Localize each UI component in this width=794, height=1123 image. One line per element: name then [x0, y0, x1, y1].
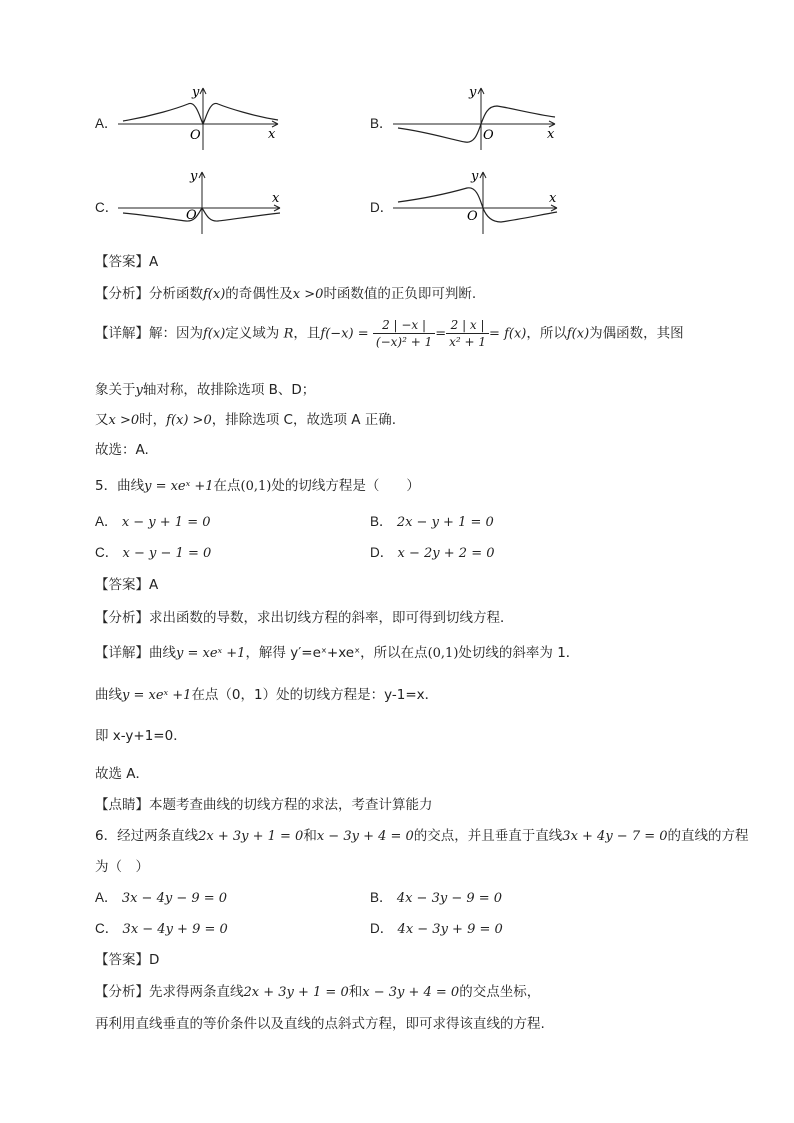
q6-option-b: [370, 886, 502, 906]
math: 3x + 4y − 7 = 0: [562, 829, 668, 844]
text: 的直线的方程: [667, 828, 749, 844]
option-letter: A．: [95, 514, 118, 529]
option-letter: A．: [95, 890, 118, 905]
q5-option-a: [95, 510, 211, 530]
math: f(x): [203, 287, 226, 302]
text: 的奇偶性及: [225, 286, 293, 302]
q5-detail-line3: 即 x-y+1=0．: [95, 728, 187, 744]
text: 曲线: [149, 645, 176, 661]
graph-c-plot: [118, 168, 288, 238]
option-text: 3x − 4y − 9 = 0: [121, 891, 228, 906]
numerator: 2 | x |: [446, 318, 489, 334]
option-letter: D．: [370, 200, 394, 215]
graph-a-plot: [118, 82, 288, 152]
q5-detail: [95, 641, 579, 661]
denominator: x² + 1: [449, 335, 487, 349]
option-text: 4x − 3y − 9 = 0: [396, 891, 503, 906]
q5-detail-line2: [95, 683, 438, 703]
origin-label: O: [190, 128, 201, 143]
q5-stem: [95, 474, 420, 494]
graph-d-plot: [393, 168, 563, 238]
text: 轴对称，故排除选项 B、D；: [142, 382, 316, 398]
q4-detail-line3: [95, 408, 396, 428]
y-axis-label: y: [469, 85, 477, 100]
q5-option-b: [370, 510, 494, 530]
option-letter: B．: [370, 890, 393, 905]
text: 先求得两条直线: [149, 984, 244, 1000]
answer-value: A: [149, 577, 159, 593]
q6-analysis-line2: 再利用直线垂直的等价条件以及直线的点斜式方程，即可求得该直线的方程.: [95, 1016, 545, 1032]
detail-tag: 【详解】: [95, 645, 149, 661]
math: y: [135, 383, 143, 398]
option-letter: B．: [370, 116, 393, 131]
text: 处切线的斜率为 1．: [458, 645, 580, 661]
option-text: x − y + 1 = 0: [121, 515, 211, 530]
q6-option-a: [95, 886, 227, 906]
q6-stem-line2: 为（ ）: [95, 859, 149, 875]
q4-answer: [95, 250, 158, 270]
math: (0,1): [240, 479, 272, 494]
option-text: 4x − 3y + 9 = 0: [397, 922, 503, 937]
math: R: [283, 326, 294, 342]
analysis-tag: 【分析】: [95, 286, 149, 302]
answer-tag: 【答案】: [95, 577, 149, 593]
detail-tag: 【详解】: [95, 325, 149, 342]
option-letter: D．: [370, 545, 394, 560]
answer-tag: 【答案】: [95, 952, 149, 968]
option-text: 2x − y + 1 = 0: [396, 515, 494, 530]
x-axis-label: x: [549, 191, 557, 206]
text: 定义域为: [225, 325, 284, 342]
q6-analysis: [95, 980, 540, 1000]
q4-conclusion: 故选：A.: [95, 442, 149, 458]
math: x − 3y + 4 = 0: [316, 829, 414, 844]
text: 求出函数的导数，求出切线方程的斜率，即可得到切线方程．: [149, 610, 514, 626]
text: 的交点，并且垂直于直线: [413, 828, 563, 844]
option-letter: A．: [95, 116, 118, 131]
fraction: [446, 318, 489, 349]
option-letter: B．: [370, 514, 393, 529]
math: f(x) >0: [166, 413, 212, 428]
text: 5．曲线: [95, 478, 145, 494]
text: 象关于: [95, 382, 136, 398]
text: 在点: [213, 478, 241, 494]
x-axis-label: x: [268, 127, 276, 142]
text: 为偶函数，其图: [589, 325, 684, 342]
origin-label: O: [467, 209, 478, 224]
answer-tag: 【答案】: [95, 254, 149, 270]
graph-b-plot: [393, 82, 563, 152]
q4-analysis: [95, 282, 476, 302]
text: ，所以: [526, 325, 567, 342]
option-letter: C．: [95, 545, 119, 560]
answer-value: A: [149, 254, 159, 270]
text: ，解得 y′=eˣ+xeˣ，所以在点: [245, 645, 428, 661]
y-axis-label: y: [190, 169, 198, 184]
comment-tag: 【点睛】: [95, 797, 149, 813]
math: 2x + 3y + 1 = 0: [243, 985, 349, 1000]
text: 时，: [139, 412, 167, 428]
q5-option-c: [95, 541, 211, 561]
option-text: 3x − 4y + 9 = 0: [122, 922, 228, 937]
text: 解：因为: [149, 325, 203, 342]
y-axis-label: y: [471, 169, 479, 184]
text: 在点（0，1）处的切线方程是：y-1=x．: [191, 687, 439, 703]
q6-option-c: [95, 917, 228, 937]
fraction: [373, 318, 435, 349]
q5-option-d: [370, 541, 495, 561]
math: f(−x) =: [320, 326, 369, 342]
origin-label: O: [186, 208, 197, 223]
math: y = xeˣ +1: [144, 479, 214, 494]
math: 2x + 3y + 1 = 0: [198, 829, 304, 844]
q6-answer: [95, 948, 159, 968]
text: ，排除选项 C，故选项 A 正确.: [211, 412, 397, 428]
math: x >0: [108, 413, 140, 428]
option-letter: C．: [95, 200, 119, 215]
text: 处的切线方程是（ ）: [271, 478, 420, 494]
option-letter: D．: [370, 921, 394, 936]
text: 的交点坐标，: [459, 984, 541, 1000]
math: x − 3y + 4 = 0: [362, 985, 460, 1000]
q5-comment: [95, 793, 433, 813]
analysis-tag: 【分析】: [95, 610, 149, 626]
text: 曲线: [95, 687, 122, 703]
q4-detail-line1: [95, 318, 684, 349]
q4-detail-line2: [95, 378, 315, 398]
text: 分析函数: [149, 286, 203, 302]
numerator: 2 | −x |: [373, 318, 435, 334]
math: y = xeˣ +1: [176, 646, 246, 661]
q5-analysis: [95, 606, 514, 626]
text: ，且: [293, 325, 321, 342]
option-letter: C．: [95, 921, 119, 936]
text: 又: [95, 412, 109, 428]
text: 本题考查曲线的切线方程的求法，考查计算能力: [149, 797, 433, 813]
math: (0,1): [427, 646, 459, 661]
text: 和: [348, 984, 363, 1000]
q5-conclusion: 故选 A．: [95, 766, 150, 782]
denominator: (−x)² + 1: [375, 335, 433, 349]
y-axis-label: y: [192, 85, 200, 100]
math: f(x): [203, 326, 226, 342]
text: 6．经过两条直线: [95, 828, 199, 844]
math: x >0: [292, 287, 324, 302]
q6-option-d: [370, 917, 503, 937]
option-text: x − y − 1 = 0: [122, 546, 212, 561]
math: f(x): [566, 326, 590, 342]
answer-value: D: [149, 952, 160, 968]
x-axis-label: x: [272, 191, 280, 206]
analysis-tag: 【分析】: [95, 984, 149, 1000]
x-axis-label: x: [547, 127, 555, 142]
option-text: x − 2y + 2 = 0: [397, 546, 495, 561]
origin-label: O: [483, 128, 494, 143]
q6-stem: [95, 824, 749, 844]
text: 和: [303, 828, 317, 844]
q5-answer: [95, 573, 158, 593]
math: =: [435, 326, 447, 342]
math: y = xeˣ +1: [122, 688, 192, 703]
math: = f(x): [489, 326, 527, 342]
text: 时函数值的正负即可判断.: [323, 286, 477, 302]
